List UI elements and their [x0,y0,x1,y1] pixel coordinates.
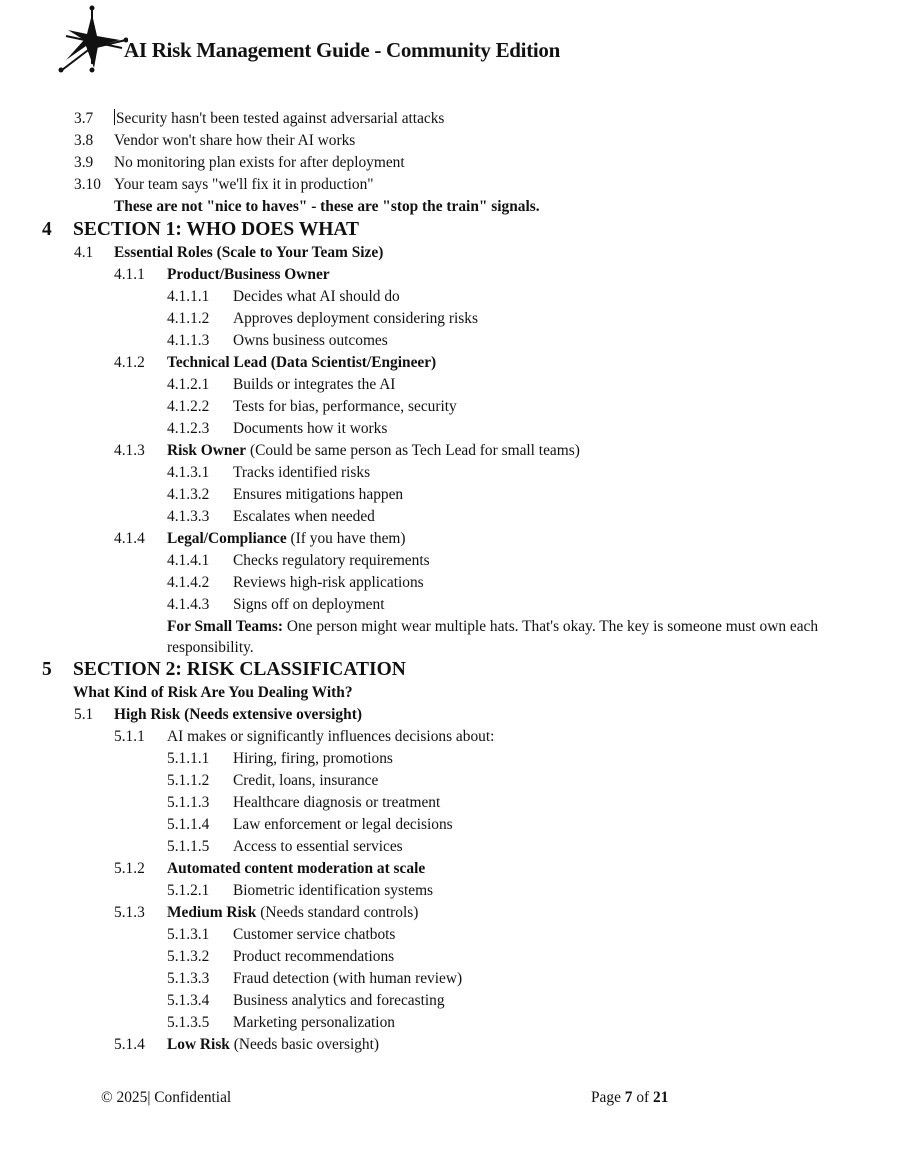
item-number: 4.1.4.3 [167,596,210,613]
item-label: Ensures mitigations happen [233,486,404,503]
item-text [114,108,444,130]
star-logo-icon [56,4,128,76]
outline-item [0,286,898,308]
outline-item [0,902,898,924]
item-number: 5 [42,659,52,680]
item-label: AI makes or significantly influences decisions about: [167,728,495,745]
document-title: AI Risk Management Guide - Community Edition [124,38,561,62]
item-text [233,572,424,594]
item-label: Documents how it works [233,420,388,437]
item-number: 3.10 [74,176,101,193]
item-number: 4.1.1.1 [167,288,210,305]
item-text [233,506,375,528]
bold-label: Automated content moderation at scale [167,860,426,877]
document-body [0,108,898,1056]
item-text [167,1034,379,1056]
item-text [167,264,330,286]
label-detail: (If you have them) [286,530,406,547]
item-number: 5.1.3 [114,904,145,921]
page-number [591,1089,668,1107]
item-number: 4.1.4 [114,530,145,547]
outline-item [0,396,898,418]
item-label: Tracks identified risks [233,464,371,481]
section-heading [0,658,898,682]
item-text [114,704,362,726]
footer-copyright: © 2025| Confidential [101,1089,232,1106]
outline-item [0,242,898,264]
emphasis-note: These are not "nice to haves" - these are "stop the train" signals. [114,198,540,215]
outline-item [0,968,898,990]
item-number: 5.1.4 [114,1036,145,1053]
item-text [233,792,440,814]
item-label: Customer service chatbots [233,926,396,943]
outline-item [0,264,898,286]
item-number: 4.1 [74,244,94,261]
item-label: Biometric identification systems [233,882,434,899]
item-number: 5.1.3.4 [167,992,210,1009]
outline-item [0,506,898,528]
item-text [233,594,384,616]
item-number: 3.7 [74,110,94,127]
outline-item [0,924,898,946]
outline-item [0,440,898,462]
item-label: Marketing personalization [233,1014,395,1031]
current-page: 7 [624,1089,633,1106]
outline-item [0,1012,898,1034]
item-text [73,682,353,704]
label-detail: (Needs standard controls) [256,904,419,921]
outline-item [0,682,898,704]
item-label: Vendor won't share how their AI works [114,132,356,149]
item-text [233,880,433,902]
item-number: 5.1.2 [114,860,145,877]
item-number: 4.1.1 [114,266,145,283]
outline-item [0,880,898,902]
item-text [233,990,445,1012]
outline-item [0,616,898,658]
outline-item [0,108,898,130]
item-text [233,1012,395,1034]
item-label: Reviews high-risk applications [233,574,424,591]
item-number: 4.1.4.2 [167,574,210,591]
item-text [233,286,400,308]
item-text [233,770,378,792]
item-text [114,196,540,218]
item-text [114,130,355,152]
item-label: Your team says "we'll fix it in production" [114,176,374,193]
outline-item [0,374,898,396]
item-label: Escalates when needed [233,508,375,525]
item-text [73,218,359,242]
outline-item [0,946,898,968]
label-detail: One person might wear multiple hats. That's okay. The key is someone must own each responsibility. [167,618,819,656]
item-number: 5.1 [74,706,94,723]
text-cursor [114,109,115,125]
item-number: 5.1.1.3 [167,794,210,811]
item-label: Checks regulatory requirements [233,552,430,569]
bold-label: For Small Teams: [167,618,284,635]
section-title: SECTION 2: RISK CLASSIFICATION [73,659,406,680]
item-text [233,374,395,396]
page-header [56,4,856,76]
item-text [167,902,418,924]
bold-label: Product/Business Owner [167,266,330,283]
outline-item [0,196,898,218]
item-number: 5.1.1.2 [167,772,210,789]
outline-item [0,836,898,858]
item-number: 4.1.1.2 [167,310,210,327]
outline-item [0,130,898,152]
bold-label: Technical Lead (Data Scientist/Engineer) [167,354,437,371]
item-text [233,924,395,946]
item-text [167,726,494,748]
item-label: Approves deployment considering risks [233,310,478,327]
item-label: No monitoring plan exists for after deployment [114,154,405,171]
item-text [233,814,453,836]
label-detail: (Could be same person as Tech Lead for small teams) [246,442,580,459]
item-number: 4.1.2.1 [167,376,210,393]
item-text [233,550,430,572]
item-label: Healthcare diagnosis or treatment [233,794,441,811]
bold-label: Legal/Compliance [167,530,287,547]
item-text [114,174,374,196]
outline-item [0,352,898,374]
outline-item [0,792,898,814]
page-of: of [632,1089,653,1106]
item-label: Hiring, firing, promotions [233,750,393,767]
item-label: Law enforcement or legal decisions [233,816,453,833]
outline-item [0,462,898,484]
outline-item [0,594,898,616]
item-text [73,658,406,682]
section-heading [0,218,898,242]
outline-item [0,704,898,726]
item-label: Builds or integrates the AI [233,376,396,393]
item-text [167,616,872,658]
item-label: Tests for bias, performance, security [233,398,457,415]
outline-item [0,814,898,836]
outline-item [0,528,898,550]
item-number: 5.1.2.1 [167,882,210,899]
item-number: 5.1.3.1 [167,926,210,943]
item-text [114,242,383,264]
item-text [233,330,388,352]
outline-item [0,990,898,1012]
item-label: Business analytics and forecasting [233,992,445,1009]
item-text [233,836,403,858]
item-number: 5.1.3.2 [167,948,210,965]
subsection-title: What Kind of Risk Are You Dealing With? [73,684,353,701]
item-label: Owns business outcomes [233,332,388,349]
bold-label: High Risk (Needs extensive oversight) [114,706,362,723]
outline-item [0,726,898,748]
item-number: 4.1.3 [114,442,145,459]
item-number: 4.1.2.3 [167,420,210,437]
item-text [167,858,425,880]
item-number: 3.8 [74,132,94,149]
item-number: 4.1.2.2 [167,398,210,415]
label-detail: (Needs basic oversight) [229,1036,380,1053]
item-number: 4.1.3.1 [167,464,210,481]
item-text [233,484,403,506]
item-number: 4.1.2 [114,354,145,371]
item-number: 4.1.1.3 [167,332,210,349]
item-number: 4.1.4.1 [167,552,210,569]
total-pages: 21 [653,1089,669,1106]
item-number: 4.1.3.2 [167,486,210,503]
item-text [167,528,406,550]
item-label: Product recommendations [233,948,395,965]
outline-item [0,308,898,330]
outline-item [0,770,898,792]
outline-item [0,484,898,506]
item-text [233,748,393,770]
item-text [167,352,436,374]
item-number: 5.1.1.5 [167,838,210,855]
outline-item [0,1034,898,1056]
item-number: 5.1.3.3 [167,970,210,987]
item-number: 5.1.1.1 [167,750,210,767]
outline-item [0,152,898,174]
item-text [233,396,457,418]
item-text [233,946,394,968]
item-label: Signs off on deployment [233,596,385,613]
item-label: Decides what AI should do [233,288,400,305]
item-number: 5.1.3.5 [167,1014,210,1031]
item-text [233,308,478,330]
bold-label: Medium Risk [167,904,257,921]
item-text [233,418,387,440]
outline-item [0,418,898,440]
bold-label: Low Risk [167,1036,230,1053]
outline-item [0,572,898,594]
outline-item [0,550,898,572]
item-number: 4.1.3.3 [167,508,210,525]
outline-item [0,748,898,770]
item-number: 4 [42,219,52,240]
outline-item [0,330,898,352]
item-label: Access to essential services [233,838,403,855]
item-label: Security hasn't been tested against adversarial attacks [116,110,445,127]
item-text [233,968,462,990]
item-text [233,462,370,484]
item-label: Fraud detection (with human review) [233,970,463,987]
bold-label: Risk Owner [167,442,247,459]
bold-label: Essential Roles (Scale to Your Team Size) [114,244,384,261]
item-text [114,152,405,174]
outline-item [0,174,898,196]
item-number: 3.9 [74,154,94,171]
page-word: Page [591,1089,625,1106]
item-label: Credit, loans, insurance [233,772,379,789]
item-text [167,440,580,462]
item-number: 5.1.1.4 [167,816,210,833]
section-title: SECTION 1: WHO DOES WHAT [73,219,360,240]
outline-item [0,858,898,880]
item-number: 5.1.1 [114,728,145,745]
